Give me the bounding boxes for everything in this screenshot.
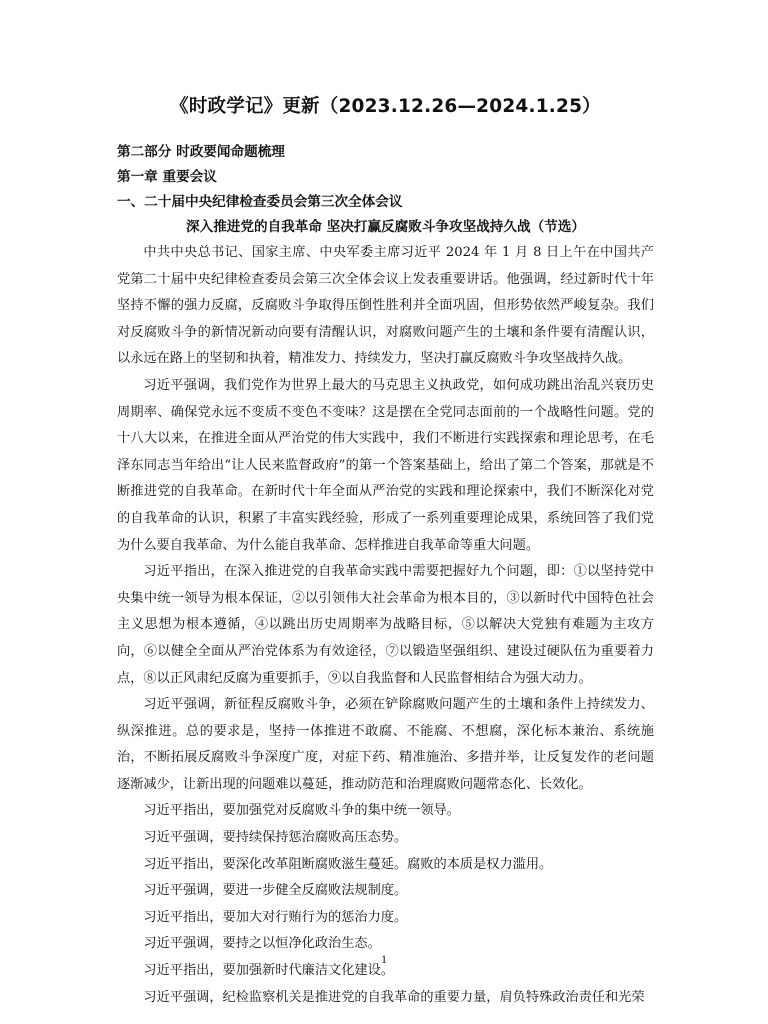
paragraph: 习近平强调，要持之以恒净化政治生态。 <box>143 936 381 952</box>
page-number: 1 <box>381 952 387 966</box>
paragraph: 中共中央总书记、国家主席、中央军委主席习近平 2024 年 1 月 8 日上午在中国共产党第二十届中央纪律检查委员会第三次全体会议上发表重要讲话。他强调，经过新时代十年坚持不懈的强力反腐，反腐败斗争取得压倒性胜利并全面巩固，但形势依然严峻复杂。我们对反腐败斗争的新情况新动向要有清醒认识，对腐败问题产生的土壤和条件要有清醒认识，以永远在路上的坚韧和执着，精准发力、持续发力，坚决打赢反腐败斗争攻坚战持久战。 <box>117 245 654 367</box>
paragraph: 习近平强调，纪检监察机关是推进党的自我革命的重要力量，肩负特殊政治责任和光荣 <box>143 989 645 1005</box>
paragraph: 习近平强调，要持续保持惩治腐败高压态势。 <box>143 830 408 846</box>
part-heading: 第二部分 时政要闻命题梳理 <box>117 144 285 160</box>
document-title: 《时政学记》更新（2023.12.26—2024.1.25） <box>170 96 601 117</box>
section-heading: 一、二十届中央纪律检查委员会第三次全体会议 <box>117 194 403 210</box>
paragraph: 习近平指出，要加强新时代廉洁文化建设。 <box>143 963 394 979</box>
paragraph: 习近平强调，我们党作为世界上最大的马克思主义执政党，如何成功跳出治乱兴衰历史周期率、确保党永远不变质不变色不变味？这是摆在全党同志面前的一个战略性问题。党的十八大以来，在推进全面从严治党的伟大实践中，我们不断进行实践探索和理论思考，在毛泽东同志当年给出“让人民来监督政府”的第一个答案基础上，给出了第二个答案，那就是不断推进党的自我革命。在新时代十年全面从严治党的实践和理论探索中，我们不断深化对党的自我革命的认识，积累了丰富实践经验，形成了一系列重要理论成果，系统回答了我们党为什么要自我革命、为什么能自我革命、怎样推进自我革命等重大问题。 <box>117 377 654 553</box>
paragraph: 习近平强调，新征程反腐败斗争，必须在铲除腐败问题产生的土壤和条件上持续发力、纵深推进。总的要求是，坚持一体推进不敢腐、不能腐、不想腐，深化标本兼治、系统施治，不断拓展反腐败斗争深度广度，对症下药、精准施治、多措并举，让反复发作的老问题逐渐减少，让新出现的问题难以蔓延，推动防范和治理腐败问题常态化、长效化。 <box>117 697 654 792</box>
article-title: 深入推进党的自我革命 坚决打赢反腐败斗争攻坚战持久战（节选） <box>186 219 585 235</box>
chapter-heading: 第一章 重要会议 <box>117 169 217 185</box>
paragraph: 习近平指出，要深化改革阻断腐败滋生蔓延。腐败的本质是权力滥用。 <box>143 856 553 872</box>
paragraph: 习近平指出，要加强党对反腐败斗争的集中统一领导。 <box>143 803 460 819</box>
paragraph: 习近平强调，要进一步健全反腐败法规制度。 <box>143 883 408 899</box>
paragraph: 习近平指出，在深入推进党的自我革命实践中需要把握好九个问题，即：①以坚持党中央集中统一领导为根本保证，②以引领伟大社会革命为根本目的，③以新时代中国特色社会主义思想为根本遵循，④以跳出历史周期率为战略目标，⑤以解决大党独有难题为主攻方向，⑥以健全全面从严治党体系为有效途径，⑦以锻造坚强组织、建设过硬队伍为重要着力点，⑧以正风肃纪反腐为重要抓手，⑨以自我监督和人民监督相结合为强大动力。 <box>117 564 654 686</box>
paragraph: 习近平指出，要加大对行贿行为的惩治力度。 <box>143 909 408 925</box>
